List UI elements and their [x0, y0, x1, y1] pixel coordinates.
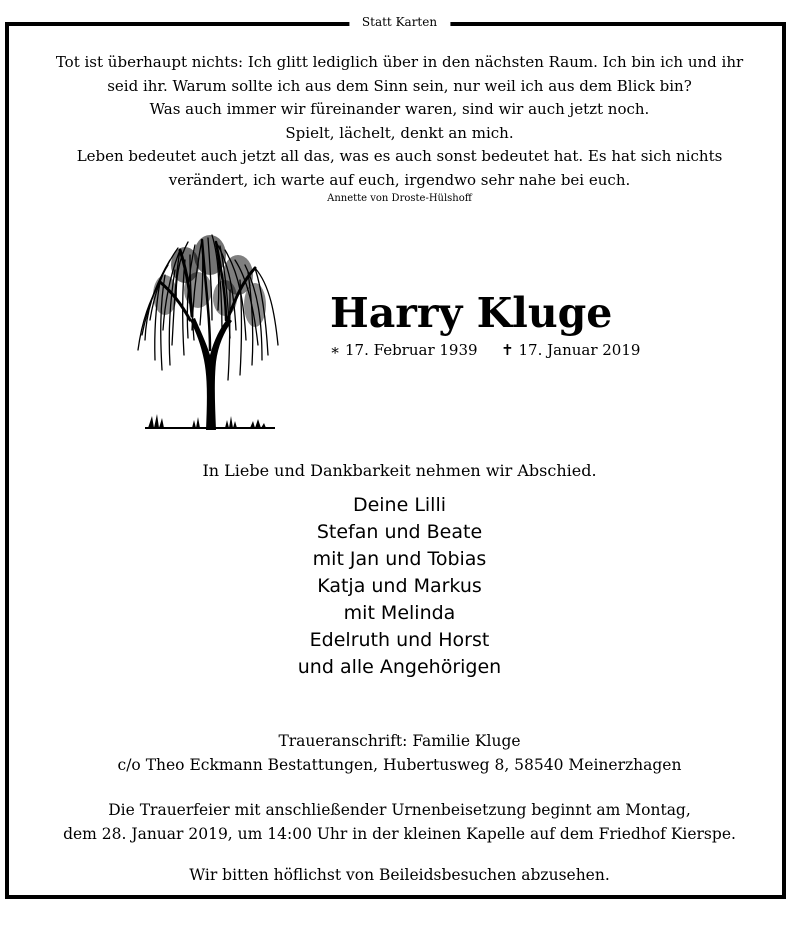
ceremony-line: dem 28. Januar 2019, um 14:00 Uhr in der kleinen Kapelle auf dem Friedhof Kierspe.	[63, 825, 736, 843]
poem-quote	[0, 51, 799, 193]
birth-symbol: ∗	[330, 341, 341, 359]
mourner: mit Jan und Tobias	[312, 548, 487, 570]
quote-line: Leben bedeutet auch jetzt all das, was es auch sonst bedeutet hat. Es hat sich nichts	[76, 147, 723, 166]
address-line: Traueranschrift: Familie Kluge	[278, 732, 521, 750]
mourner: Stefan und Beate	[316, 521, 483, 543]
life-dates	[330, 340, 641, 360]
mourner: Deine Lilli	[352, 494, 447, 516]
quote-line: verändert, ich warte auf euch, irgendwo sehr nahe bei euch.	[168, 170, 631, 189]
quote-line: seid ihr. Warum sollte ich aus dem Sinn sein, nur weil ich aus dem Blick bin?	[107, 76, 692, 95]
deceased-name: Harry Kluge	[330, 289, 613, 337]
header-title: Statt Karten	[349, 13, 450, 31]
address-line: c/o Theo Eckmann Bestattungen, Hubertusweg 8, 58540 Meinerzhagen	[117, 756, 682, 774]
quote-author: Annette von Droste-Hülshoff	[327, 193, 472, 204]
mourner: und alle Angehörigen	[297, 656, 502, 678]
quote-line: Was auch immer wir füreinander waren, sind wir auch jetzt noch.	[149, 100, 650, 119]
death-date: 17. Januar 2019	[518, 341, 641, 359]
mourning-address	[0, 729, 799, 777]
ceremony-line: Die Trauerfeier mit anschließender Urnenbeisetzung beginnt am Montag,	[108, 801, 691, 819]
birth-date: 17. Februar 1939	[344, 341, 478, 359]
mourners-list	[0, 492, 799, 681]
weeping-willow-icon	[130, 220, 285, 435]
quote-line: Spielt, lächelt, denkt an mich.	[285, 123, 514, 142]
ceremony-info	[0, 798, 799, 846]
cross-icon: ✝	[501, 341, 514, 359]
mourner: Katja und Markus	[317, 575, 482, 597]
farewell-text: In Liebe und Dankbarkeit nehmen wir Abschied.	[202, 461, 597, 480]
closing-note: Wir bitten höflichst von Beileidsbesuchen abzusehen.	[189, 866, 610, 884]
mourner: mit Melinda	[343, 602, 456, 624]
mourner: Edelruth und Horst	[309, 629, 490, 651]
quote-line: Tot ist überhaupt nichts: Ich glitt lediglich über in den nächsten Raum. Ich bin ich und ihr	[55, 53, 744, 71]
